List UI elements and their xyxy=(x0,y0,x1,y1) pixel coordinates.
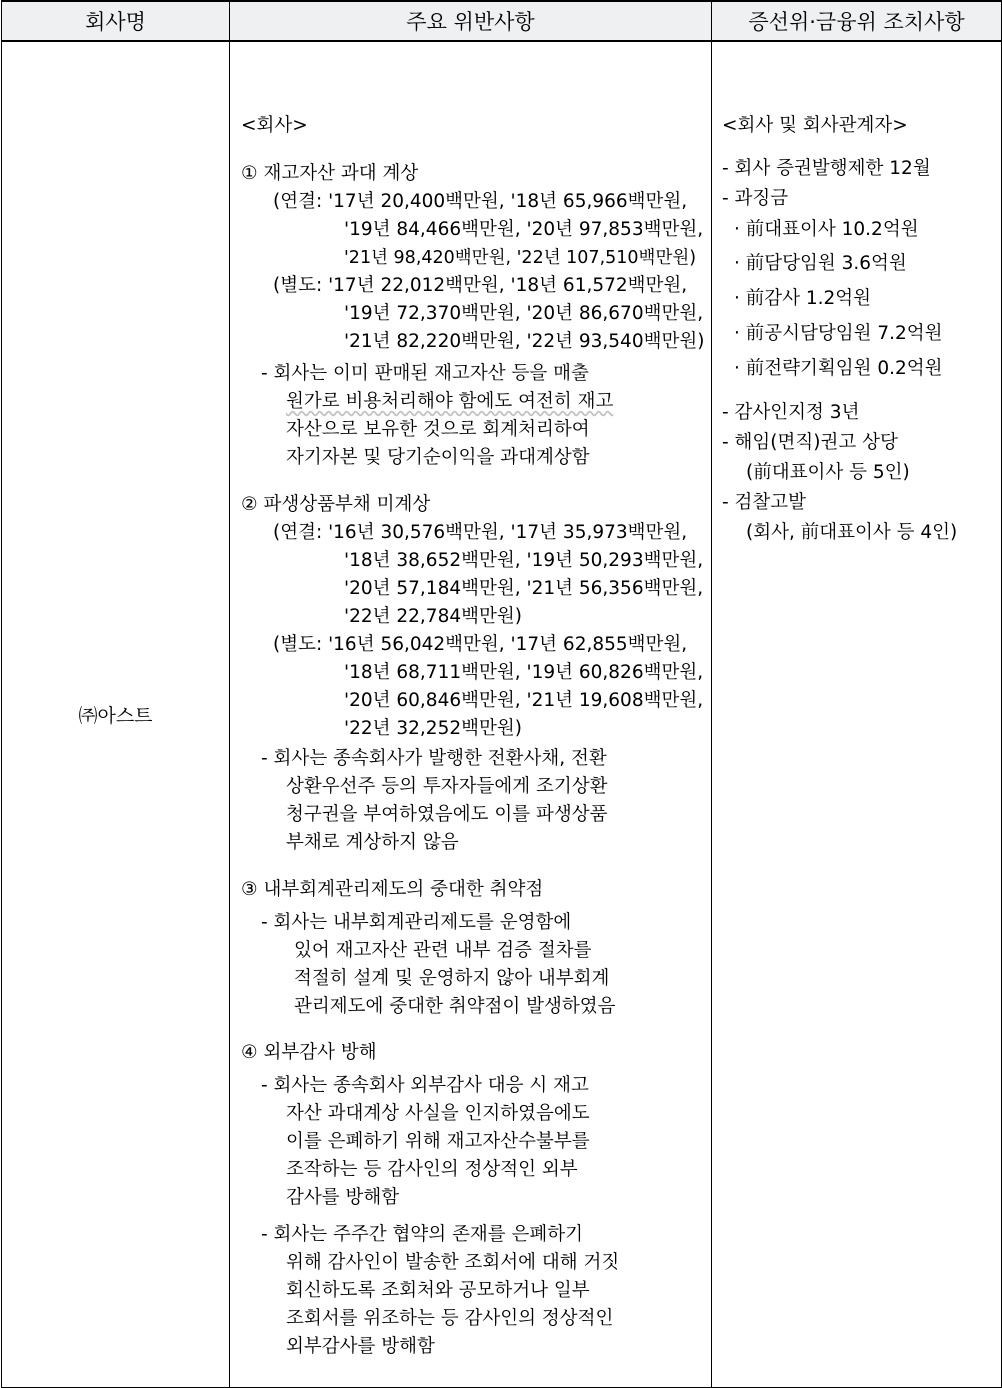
item3-title: ③ 내부회계관리제도의 중대한 취약점 xyxy=(241,879,544,900)
item3-desc-line: 관리제도에 중대한 취약점이 발생하였음 xyxy=(294,996,616,1017)
penalty-title: - 과징금 xyxy=(722,188,789,209)
dismissal-detail: (前대표이사 등 5인) xyxy=(746,462,910,483)
item4-desc2-line: 외부감사를 방해함 xyxy=(286,1336,435,1357)
dismissal-recommendation: - 해임(면직)권고 상당 xyxy=(722,432,898,453)
item2-separate-line: (별도: '16년 56,042백만원, '17년 62,855백만원, xyxy=(273,634,688,655)
item4-title: ④ 외부감사 방해 xyxy=(241,1042,377,1063)
item4-desc1-line: 자산 과대계상 사실을 인지하였음에도 xyxy=(286,1103,590,1124)
item1-separate-line: '21년 82,220백만원, '22년 93,540백만원) xyxy=(344,331,705,352)
item1-desc-line: 원가로 비용처리해야 함에도 여전히 재고 xyxy=(286,391,614,412)
item3-desc-line: 있어 재고자산 관련 내부 검증 절차를 xyxy=(294,940,592,961)
item4-desc1-line: - 회사는 종속회사 외부감사 대응 시 재고 xyxy=(261,1075,589,1096)
actions-cell xyxy=(712,41,1002,1388)
penalty-item: · 前전략기획임원 0.2억원 xyxy=(734,358,943,379)
prosecution: - 검찰고발 xyxy=(722,492,807,513)
item1-separate-line: (별도: '17년 22,012백만원, '18년 61,572백만원, xyxy=(273,275,688,296)
item1-consolidated-line: '19년 84,466백만원, '20년 97,853백만원, xyxy=(344,219,704,240)
item2-separate-line: '22년 32,252백만원) xyxy=(344,718,522,739)
item2-consolidated-line: '20년 57,184백만원, '21년 56,356백만원, xyxy=(344,578,704,599)
prosecution-detail: (회사, 前대표이사 등 4인) xyxy=(746,522,958,543)
item4-desc1-line: 조작하는 등 감사인의 정상적인 외부 xyxy=(286,1159,578,1180)
item1-consolidated-line: (연결: '17년 20,400백만원, '18년 65,966백만원, xyxy=(273,191,688,212)
item2-desc-line: 상환우선주 등의 투자자들에게 조기상환 xyxy=(286,776,608,797)
item2-consolidated-line: (연결: '16년 30,576백만원, '17년 35,973백만원, xyxy=(273,522,688,543)
item2-title: ② 파생상품부채 미계상 xyxy=(241,494,431,515)
penalty-item: · 前공시담당임원 7.2억원 xyxy=(734,323,943,344)
violations-cell xyxy=(230,41,712,1388)
item1-desc-line: 자산으로 보유한 것으로 회계처리하여 xyxy=(286,419,590,440)
header-actions: 증선위·금융위 조치사항 xyxy=(712,1,1002,41)
body-row xyxy=(2,41,1002,1388)
item1-title: ① 재고자산 과대 계상 xyxy=(241,163,419,184)
header-company: 회사명 xyxy=(2,1,230,41)
item2-separate-line: '20년 60,846백만원, '21년 19,608백만원, xyxy=(344,690,704,711)
item2-consolidated-line: '22년 22,784백만원) xyxy=(344,606,522,627)
item4-desc1-line: 감사를 방해함 xyxy=(286,1187,400,1208)
securities-restriction: - 회사 증권발행제한 12월 xyxy=(722,158,931,179)
item3-desc-line: - 회사는 내부회계관리제도를 운영함에 xyxy=(261,912,572,933)
item4-desc2-line: 조회서를 위조하는 등 감사인의 정상적인 xyxy=(286,1308,614,1329)
item2-separate-line: '18년 68,711백만원, '19년 60,826백만원, xyxy=(344,662,704,683)
item1-desc-line: 자기자본 및 당기순이익을 과대계상함 xyxy=(286,447,590,468)
item2-desc-line: - 회사는 종속회사가 발행한 전환사채, 전환 xyxy=(261,748,607,769)
item4-desc2-line: 회신하도록 조회처와 공모하거나 일부 xyxy=(286,1280,590,1301)
violations-heading: <회사> xyxy=(241,115,308,136)
item4-desc1-line: 이를 은폐하기 위해 재고자산수불부를 xyxy=(286,1131,590,1152)
penalty-item: · 前대표이사 10.2억원 xyxy=(734,219,919,240)
item2-desc-line: 청구권을 부여하였음에도 이를 파생상품 xyxy=(286,804,608,825)
company-name: ㈜아스트 xyxy=(2,41,230,1388)
penalty-item: · 前담당임원 3.6억원 xyxy=(734,253,907,274)
header-row xyxy=(2,1,1002,41)
item1-consolidated-line: '21년 98,420백만원, '22년 107,510백만원) xyxy=(344,248,697,268)
item2-desc-line: 부채로 계상하지 않음 xyxy=(286,832,459,853)
item4-desc2-line: 위해 감사인이 발송한 조회서에 대해 거짓 xyxy=(286,1252,620,1273)
item4-desc2-line: - 회사는 주주간 협약의 존재를 은폐하기 xyxy=(261,1224,584,1245)
actions-heading: <회사 및 회사관계자> xyxy=(722,115,908,136)
header-violations: 주요 위반사항 xyxy=(230,1,712,41)
auditor-designation: - 감사인지정 3년 xyxy=(722,402,860,423)
item1-separate-line: '19년 72,370백만원, '20년 86,670백만원, xyxy=(344,303,704,324)
item2-consolidated-line: '18년 38,652백만원, '19년 50,293백만원, xyxy=(344,550,704,571)
penalty-item: · 前감사 1.2억원 xyxy=(734,288,872,309)
sanctions-table xyxy=(1,0,1002,1388)
item1-desc-line: - 회사는 이미 판매된 재고자산 등을 매출 xyxy=(261,363,589,384)
item3-desc-line: 적절히 설계 및 운영하지 않아 내부회계 xyxy=(294,968,610,989)
